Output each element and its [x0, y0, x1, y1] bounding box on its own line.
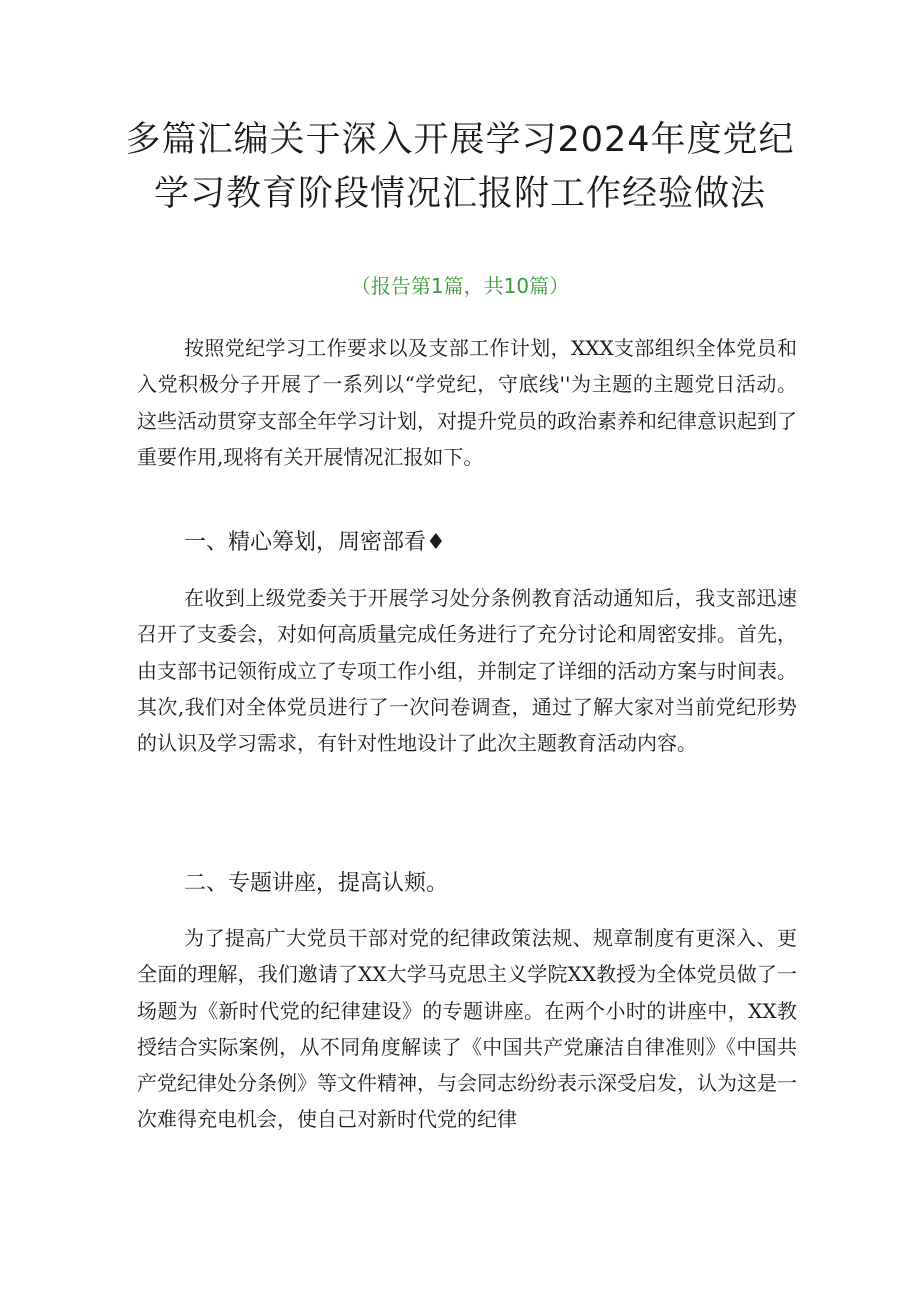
section-2-paragraph: 为了提高广大党员干部对党的纪律政策法规、规章制度有更深入、更全面的理解，我们邀请了XX大学马克思主义学院XX教授为全体党员做了一场题为《新时代党的纪律建设》的专题讲座。在两个小时的讲座中，XX教授结合实际案例，从不同角度解读了《中国共产党廉洁自律准则》《中国共产党纪律处分条例》等文件精神，与会同志纷纷表示深受启发，认为这是一次难得充电机会，使自己对新时代党的纪律 [137, 926, 797, 1132]
intro-paragraph: 按照党纪学习工作要求以及支部工作计划，XXX支部组织全体党员和入党积极分子开展了一系列以“学党纪，守底线''为主题的主题党日活动。这些活动贯穿支部全年学习计划，对提升党员的政治素养和纪律意识起到了重要作用,现将有关开展情况汇报如下。 [137, 336, 797, 469]
document-title-line-2: 学习教育阶段情况汇报附工作经验做法 [153, 174, 766, 214]
section-heading-1: 一、精心筹划，周密部看♦ [184, 530, 446, 555]
document-title-line-1: 多篇汇编关于深入开展学习2024年度党纪 [125, 120, 795, 160]
section-1-paragraph: 在收到上级党委关于开展学习处分条例教育活动通知后，我支部迅速召开了支委会，对如何高质量完成任务进行了充分讨论和周密安排。首先，由支部书记领衔成立了专项工作小组，并制定了详细的活动方案与时间表。其次,我们对全体党员进行了一次问卷调查，通过了解大家对当前党纪形势的认识及学习需求，有针对性地设计了此次主题教育活动内容。 [137, 586, 797, 756]
report-number-subtitle: （报告第1篇，共10篇） [350, 274, 570, 298]
section-heading-2: 二、专题讲座，提高认颊。 [184, 871, 449, 896]
